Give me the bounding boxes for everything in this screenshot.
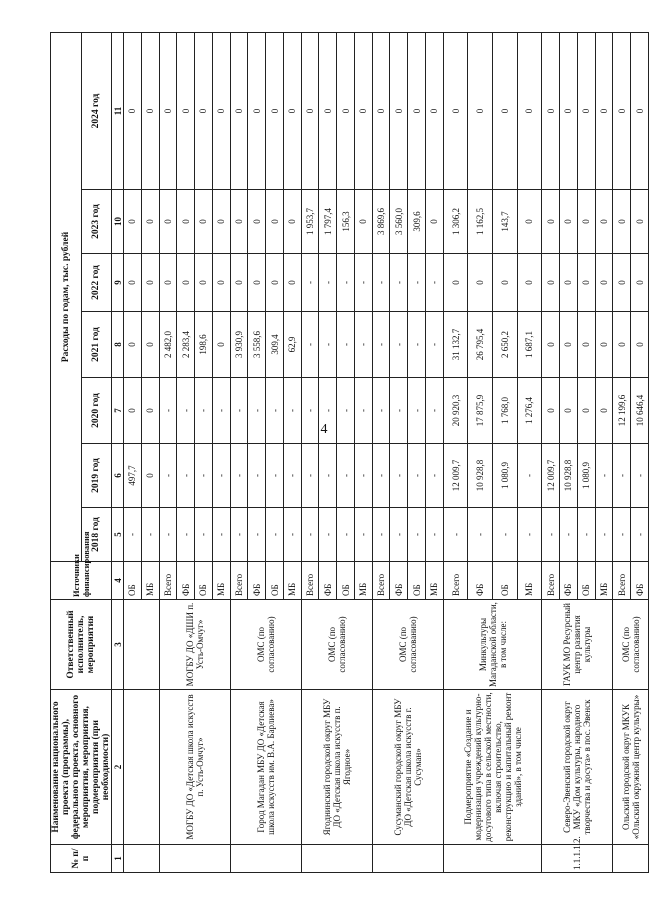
value-cell: 0: [560, 33, 578, 190]
value-cell: -: [266, 444, 284, 508]
header-year: 2022 год: [81, 254, 112, 312]
value-cell: 1 953,7: [301, 190, 319, 254]
row-name: Сусуманский городской округ МБУ ДО «Детская школа искусств г. Сусуман»: [372, 690, 443, 845]
value-cell: -: [177, 378, 195, 444]
source-cell: Всего: [542, 562, 560, 600]
source-cell: ОБ: [124, 562, 142, 600]
value-cell: -: [408, 508, 426, 562]
row-number: [230, 845, 301, 873]
value-cell: 0: [212, 254, 230, 312]
header-no: № п/п: [51, 845, 112, 873]
value-cell: 2 650,2: [493, 312, 518, 378]
value-cell: -: [354, 378, 372, 444]
value-cell: 0: [542, 378, 560, 444]
value-cell: -: [141, 508, 159, 562]
column-number: 5: [112, 508, 124, 562]
row-number: [443, 845, 542, 873]
value-cell: 0: [195, 33, 213, 190]
header-year: 2021 год: [81, 312, 112, 378]
value-cell: -: [631, 444, 649, 508]
value-cell: 198,6: [195, 312, 213, 378]
value-cell: 0: [631, 190, 649, 254]
value-cell: 10 928,8: [468, 444, 493, 508]
value-cell: 0: [613, 190, 631, 254]
value-cell: 0: [426, 190, 444, 254]
row-name: МОГБУ ДО «Детская школа искусств п. Усть-Омчуг»: [159, 690, 230, 845]
value-cell: -: [408, 312, 426, 378]
value-cell: 0: [542, 254, 560, 312]
value-cell: -: [443, 508, 468, 562]
table-row: [159, 33, 177, 873]
row-name: Подмероприятие «Создание и модернизация учреждений культурно-досугового типа в сельской местности, включая строительство, реконструкцию и капитальный ремонт зданий», в том числе: [443, 690, 542, 845]
value-cell: 10 928,8: [560, 444, 578, 508]
value-cell: 0: [230, 190, 248, 254]
value-cell: -: [283, 444, 301, 508]
header-executor: Ответственный исполнитель, мероприятия: [51, 600, 112, 690]
value-cell: -: [248, 508, 266, 562]
value-cell: -: [301, 444, 319, 508]
value-cell: 1 306,2: [443, 190, 468, 254]
row-executor: ОМС (по согласованию): [372, 600, 443, 690]
value-cell: 0: [141, 378, 159, 444]
value-cell: 0: [337, 33, 355, 190]
value-cell: -: [212, 444, 230, 508]
value-cell: -: [177, 508, 195, 562]
source-cell: ФБ: [248, 562, 266, 600]
row-name: [124, 690, 160, 845]
source-cell: ОБ: [266, 562, 284, 600]
value-cell: -: [124, 508, 142, 562]
value-cell: -: [390, 312, 408, 378]
value-cell: -: [266, 508, 284, 562]
value-cell: -: [248, 378, 266, 444]
table-row: [372, 33, 390, 873]
value-cell: 0: [517, 190, 542, 254]
expenditure-table: [50, 32, 649, 873]
value-cell: -: [195, 508, 213, 562]
value-cell: 3 930,9: [230, 312, 248, 378]
value-cell: 0: [595, 33, 613, 190]
value-cell: 0: [560, 190, 578, 254]
value-cell: 0: [141, 254, 159, 312]
source-cell: Всего: [301, 562, 319, 600]
value-cell: 156,3: [337, 190, 355, 254]
table-row: [443, 33, 468, 873]
value-cell: 0: [595, 254, 613, 312]
value-cell: 20 920,3: [443, 378, 468, 444]
value-cell: 1 080,9: [493, 444, 518, 508]
value-cell: 1 687,1: [517, 312, 542, 378]
value-cell: -: [319, 508, 337, 562]
value-cell: 0: [595, 190, 613, 254]
value-cell: 2 283,4: [177, 312, 195, 378]
budget-table-page: [50, 33, 645, 873]
value-cell: 3 869,6: [372, 190, 390, 254]
column-number: 7: [112, 378, 124, 444]
value-cell: -: [390, 378, 408, 444]
value-cell: 0: [159, 254, 177, 312]
value-cell: 497,7: [124, 444, 142, 508]
value-cell: -: [613, 444, 631, 508]
value-cell: -: [493, 508, 518, 562]
value-cell: -: [542, 508, 560, 562]
table-row: [301, 33, 319, 873]
value-cell: -: [372, 508, 390, 562]
value-cell: -: [159, 378, 177, 444]
value-cell: -: [426, 312, 444, 378]
value-cell: 3 558,6: [248, 312, 266, 378]
table-header: [51, 33, 124, 873]
value-cell: -: [212, 508, 230, 562]
header-year: 2023 год: [81, 190, 112, 254]
value-cell: -: [595, 444, 613, 508]
value-cell: -: [426, 444, 444, 508]
page-number: 4: [320, 422, 328, 437]
row-name: Город Магадан МБУ ДО «Детская школа искусств им. В.А. Барлиева»: [230, 690, 301, 845]
value-cell: -: [354, 444, 372, 508]
value-cell: 0: [212, 312, 230, 378]
value-cell: 0: [613, 33, 631, 190]
value-cell: -: [372, 254, 390, 312]
value-cell: -: [283, 508, 301, 562]
value-cell: 0: [577, 378, 595, 444]
column-number: 11: [112, 33, 124, 190]
value-cell: -: [426, 378, 444, 444]
source-cell: Всего: [230, 562, 248, 600]
value-cell: 309,4: [266, 312, 284, 378]
value-cell: 17 875,9: [468, 378, 493, 444]
value-cell: -: [517, 444, 542, 508]
value-cell: 0: [177, 33, 195, 190]
header-year: 2018 год: [81, 508, 112, 562]
value-cell: 10 646,4: [631, 378, 649, 444]
row-number: [124, 845, 160, 873]
value-cell: 0: [283, 33, 301, 190]
source-cell: МБ: [354, 562, 372, 600]
value-cell: 1 080,9: [577, 444, 595, 508]
value-cell: 0: [266, 190, 284, 254]
value-cell: 0: [426, 33, 444, 190]
value-cell: 0: [577, 254, 595, 312]
value-cell: 0: [631, 254, 649, 312]
value-cell: 0: [230, 254, 248, 312]
value-cell: 0: [517, 254, 542, 312]
value-cell: -: [390, 444, 408, 508]
source-cell: Всего: [159, 562, 177, 600]
value-cell: -: [212, 378, 230, 444]
source-cell: ОБ: [493, 562, 518, 600]
value-cell: 26 795,4: [468, 312, 493, 378]
value-cell: 0: [560, 378, 578, 444]
source-cell: ФБ: [390, 562, 408, 600]
source-cell: Всего: [372, 562, 390, 600]
value-cell: 0: [595, 378, 613, 444]
source-cell: ОБ: [337, 562, 355, 600]
value-cell: 1 162,5: [468, 190, 493, 254]
value-cell: 0: [159, 33, 177, 190]
value-cell: -: [301, 312, 319, 378]
value-cell: 12 009,7: [443, 444, 468, 508]
value-cell: -: [560, 508, 578, 562]
table-row: [613, 33, 631, 873]
value-cell: 0: [542, 190, 560, 254]
source-cell: ОБ: [408, 562, 426, 600]
value-cell: 0: [124, 254, 142, 312]
value-cell: -: [613, 508, 631, 562]
value-cell: -: [230, 444, 248, 508]
value-cell: 0: [195, 254, 213, 312]
row-name: Северо-Эвенский городской округ МКУ «Дом культуры, народного творчества и досуга» в пос. Эвенск: [542, 690, 613, 845]
value-cell: -: [337, 444, 355, 508]
value-cell: -: [408, 378, 426, 444]
value-cell: -: [372, 444, 390, 508]
value-cell: 0: [266, 254, 284, 312]
value-cell: -: [195, 444, 213, 508]
value-cell: 0: [141, 444, 159, 508]
header-year: 2020 год: [81, 378, 112, 444]
value-cell: 0: [248, 254, 266, 312]
value-cell: 0: [230, 33, 248, 190]
value-cell: 0: [542, 33, 560, 190]
header-expenditures: Расходы по годам, тыс. рублей: [51, 33, 82, 562]
source-cell: МБ: [595, 562, 613, 600]
source-cell: ОБ: [577, 562, 595, 600]
value-cell: -: [337, 378, 355, 444]
value-cell: 62,9: [283, 312, 301, 378]
header-year: 2024 год: [81, 33, 112, 190]
column-number: 2: [112, 690, 124, 845]
header-name: Наименование национального проекта (программы), федерального проекта, основного мероприятия, мероприятия, подмероприятия (при необходимости): [51, 690, 112, 845]
source-cell: МБ: [283, 562, 301, 600]
value-cell: -: [337, 312, 355, 378]
value-cell: 0: [443, 33, 468, 190]
value-cell: -: [468, 508, 493, 562]
value-cell: 0: [266, 33, 284, 190]
value-cell: 0: [212, 33, 230, 190]
column-number: 3: [112, 600, 124, 690]
value-cell: 309,6: [408, 190, 426, 254]
value-cell: -: [195, 378, 213, 444]
value-cell: 0: [354, 33, 372, 190]
value-cell: -: [354, 254, 372, 312]
row-executor: [124, 600, 160, 690]
column-number: 8: [112, 312, 124, 378]
value-cell: -: [390, 508, 408, 562]
value-cell: -: [372, 312, 390, 378]
value-cell: -: [319, 254, 337, 312]
row-executor: ОМС (по согласованию): [230, 600, 301, 690]
table-row: [542, 33, 560, 873]
value-cell: -: [577, 508, 595, 562]
source-cell: ОБ: [195, 562, 213, 600]
table-body: [124, 33, 649, 873]
value-cell: 0: [354, 190, 372, 254]
source-cell: Всего: [613, 562, 631, 600]
value-cell: 0: [517, 33, 542, 190]
value-cell: -: [283, 378, 301, 444]
value-cell: 0: [408, 33, 426, 190]
value-cell: 0: [468, 33, 493, 190]
value-cell: 0: [560, 254, 578, 312]
value-cell: 0: [631, 33, 649, 190]
value-cell: 0: [124, 312, 142, 378]
column-number: 9: [112, 254, 124, 312]
value-cell: 0: [124, 33, 142, 190]
column-number: 10: [112, 190, 124, 254]
source-cell: МБ: [141, 562, 159, 600]
value-cell: -: [337, 508, 355, 562]
value-cell: 0: [631, 312, 649, 378]
value-cell: 1 768,0: [493, 378, 518, 444]
value-cell: 0: [124, 378, 142, 444]
row-number: [372, 845, 443, 873]
value-cell: 0: [177, 254, 195, 312]
value-cell: 0: [468, 254, 493, 312]
value-cell: 0: [159, 190, 177, 254]
row-executor: ОМС (по согласованию): [301, 600, 372, 690]
value-cell: -: [372, 378, 390, 444]
value-cell: 0: [560, 312, 578, 378]
value-cell: 3 560,0: [390, 190, 408, 254]
value-cell: 0: [212, 190, 230, 254]
value-cell: -: [301, 378, 319, 444]
value-cell: 0: [390, 33, 408, 190]
value-cell: -: [337, 254, 355, 312]
value-cell: -: [631, 508, 649, 562]
value-cell: 0: [141, 312, 159, 378]
row-executor: ГАУК МО Ресурсный центр развития культуры: [542, 600, 613, 690]
source-cell: ФБ: [177, 562, 195, 600]
row-number: [301, 845, 372, 873]
value-cell: 0: [283, 254, 301, 312]
value-cell: 0: [542, 312, 560, 378]
source-cell: МБ: [426, 562, 444, 600]
value-cell: -: [408, 254, 426, 312]
value-cell: 1 797,4: [319, 190, 337, 254]
header-year: 2019 год: [81, 444, 112, 508]
value-cell: -: [230, 508, 248, 562]
table-row: [230, 33, 248, 873]
value-cell: 0: [443, 254, 468, 312]
value-cell: -: [319, 444, 337, 508]
row-executor: Минкультуры Магаданской области, в том числе:: [443, 600, 542, 690]
column-number: 1: [112, 845, 124, 873]
row-name: Ягоднинский городской округ МБУ ДО «Детская школа искусств п. Ягодное»: [301, 690, 372, 845]
value-cell: -: [301, 254, 319, 312]
value-cell: 0: [283, 190, 301, 254]
value-cell: -: [248, 444, 266, 508]
value-cell: -: [266, 378, 284, 444]
row-executor: ОМС (по согласованию): [613, 600, 649, 690]
value-cell: 0: [493, 254, 518, 312]
row-executor: МОГБУ ДО «ДШИ п. Усть-Омчуг»: [159, 600, 230, 690]
value-cell: 0: [177, 190, 195, 254]
value-cell: 12 009,7: [542, 444, 560, 508]
value-cell: -: [595, 508, 613, 562]
column-number: 6: [112, 444, 124, 508]
value-cell: 31 132,7: [443, 312, 468, 378]
value-cell: 0: [493, 33, 518, 190]
value-cell: 0: [577, 33, 595, 190]
row-name: Ольский городской округ МКУК «Ольский окружной центр культуры»: [613, 690, 649, 845]
source-cell: ФБ: [631, 562, 649, 600]
value-cell: 0: [319, 33, 337, 190]
value-cell: -: [354, 312, 372, 378]
value-cell: 0: [301, 33, 319, 190]
value-cell: -: [354, 508, 372, 562]
source-cell: МБ: [212, 562, 230, 600]
value-cell: 0: [141, 33, 159, 190]
value-cell: -: [408, 444, 426, 508]
source-cell: МБ: [517, 562, 542, 600]
value-cell: -: [319, 312, 337, 378]
row-number: [613, 845, 649, 873]
value-cell: 0: [141, 190, 159, 254]
source-cell: ФБ: [560, 562, 578, 600]
source-cell: ФБ: [319, 562, 337, 600]
value-cell: 0: [577, 312, 595, 378]
value-cell: -: [426, 254, 444, 312]
value-cell: 0: [248, 33, 266, 190]
value-cell: 143,7: [493, 190, 518, 254]
value-cell: 0: [124, 190, 142, 254]
value-cell: -: [426, 508, 444, 562]
value-cell: -: [230, 378, 248, 444]
value-cell: -: [159, 508, 177, 562]
table-row: [124, 33, 142, 873]
value-cell: 0: [248, 190, 266, 254]
row-number: [159, 845, 230, 873]
value-cell: -: [517, 508, 542, 562]
source-cell: Всего: [443, 562, 468, 600]
value-cell: 0: [613, 254, 631, 312]
value-cell: -: [177, 444, 195, 508]
value-cell: 0: [613, 312, 631, 378]
value-cell: 0: [372, 33, 390, 190]
source-cell: ФБ: [468, 562, 493, 600]
value-cell: -: [390, 254, 408, 312]
value-cell: 1 276,4: [517, 378, 542, 444]
value-cell: 0: [577, 190, 595, 254]
header-source: Источники финансирования: [51, 562, 112, 600]
value-cell: -: [319, 378, 337, 444]
value-cell: 12 199,6: [613, 378, 631, 444]
value-cell: 2 482,0: [159, 312, 177, 378]
value-cell: 0: [195, 190, 213, 254]
value-cell: 0: [595, 312, 613, 378]
row-number: 1.1.1.1.2.: [542, 845, 613, 873]
column-number: 4: [112, 562, 124, 600]
value-cell: -: [159, 444, 177, 508]
value-cell: -: [301, 508, 319, 562]
